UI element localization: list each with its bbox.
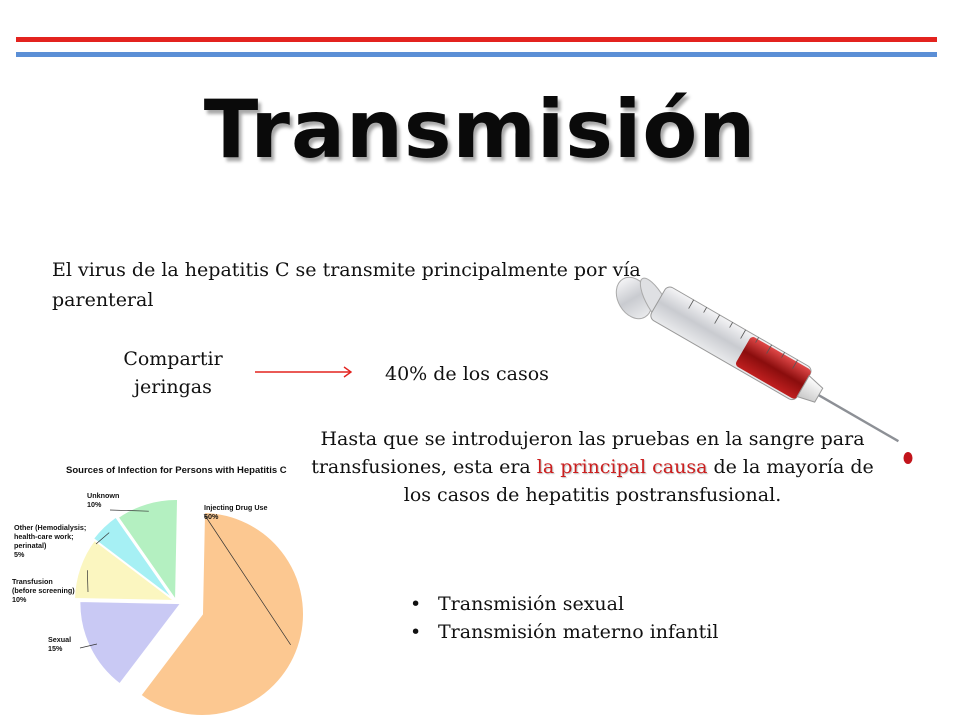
- bullet-item: [410, 618, 718, 646]
- history-highlight: la principal causa: [536, 456, 708, 478]
- bullet-marker: •: [410, 621, 422, 643]
- infection-sources-pie-chart: [0, 452, 304, 720]
- pie-category-label: Sexual: [48, 635, 72, 644]
- pie-category-label: Other (Hemodialysis;: [14, 523, 87, 532]
- bullet-marker: •: [410, 593, 422, 615]
- share-percent: 40% de los casos: [385, 363, 549, 385]
- pie-category-label: Transfusion: [12, 577, 53, 586]
- chart-title: Sources of Infection for Persons with Hepatitis C: [66, 465, 287, 476]
- history-text-before: Hasta que se introdujeron las pruebas en la sangre para transfusiones, esta era: [311, 428, 865, 478]
- pie-category-label: perinatal): [14, 541, 47, 550]
- history-text-after: de la mayoría de los casos de hepatitis postransfusional.: [403, 456, 874, 506]
- slide-title: Transmisión: [203, 83, 757, 176]
- bullet-item: [410, 590, 718, 618]
- share-label-line2: jeringas: [134, 376, 212, 398]
- pie-value-label: 10%: [12, 595, 27, 604]
- pie-category-label: health-care work;: [14, 532, 74, 541]
- share-label-line1: Compartir: [123, 348, 223, 370]
- bullet-text: Transmisión materno infantil: [438, 621, 719, 643]
- arrow-icon: [255, 365, 355, 379]
- syringe-image: [612, 262, 930, 472]
- transmission-bullet-list: [410, 590, 718, 646]
- pie-value-label: 10%: [87, 500, 102, 509]
- top-red-rule: [16, 37, 937, 42]
- top-blue-rule: [16, 52, 937, 57]
- pie-category-label: (before screening): [12, 586, 75, 595]
- pie-value-label: 60%: [204, 512, 219, 521]
- pie-value-label: 15%: [48, 644, 63, 653]
- pie-category-label: Unknown: [87, 491, 120, 500]
- intro-text: El virus de la hepatitis C se transmite principalmente por vía parenteral: [52, 259, 641, 311]
- pie-category-label: Injecting Drug Use: [204, 503, 268, 512]
- bullet-text: Transmisión sexual: [438, 593, 625, 615]
- share-syringes-label: [98, 345, 248, 401]
- pie-value-label: 5%: [14, 550, 25, 559]
- syringe-body: [612, 271, 913, 464]
